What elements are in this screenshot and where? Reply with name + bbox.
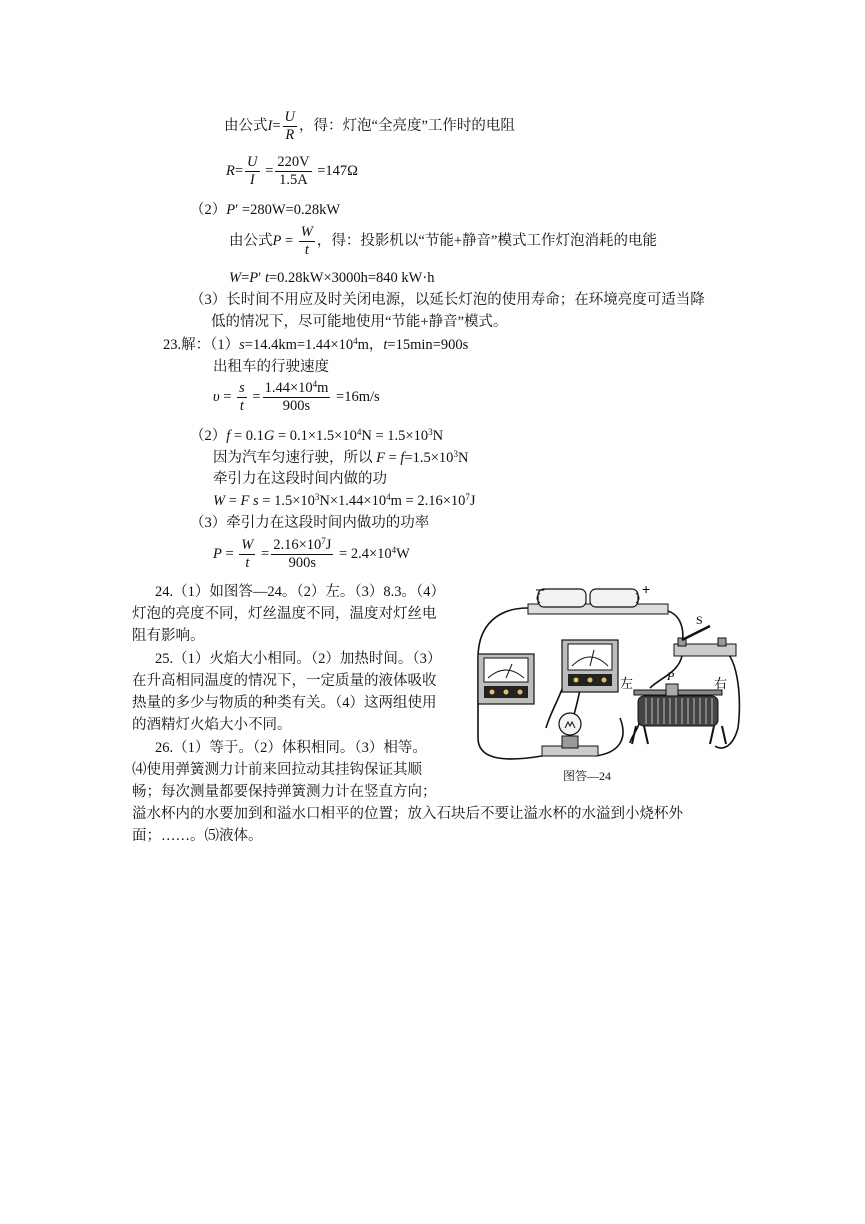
q23-line-1 [163,336,468,354]
numerator [263,380,331,398]
var-w: W [229,270,242,286]
text: 由公式 [224,117,268,134]
text: m， [357,337,384,353]
q23-line-9 [213,537,410,572]
text: = [221,545,238,562]
text: 2.16×10 [273,537,322,553]
rheostat-right-label: 右 [714,676,728,691]
text: =147Ω [317,162,358,179]
fraction-u-over-r [283,109,297,144]
text: 由公式 [229,232,273,249]
switch-label: S [696,613,703,627]
q25-line-4: 的酒精灯火焰大小不同。 [132,717,292,733]
denominator: 1.5A [279,172,308,188]
denominator: t [239,398,244,414]
denominator: R [285,127,295,143]
q22-line-6: （3）长时间不用应及时关闭电源，以延长灯泡的使用寿命；在环境亮度可适当降 [190,292,705,308]
text: N = 1.5×10 [361,428,429,444]
text: =14.4km=1.44×10 [244,337,354,353]
text: =15min=900s [387,337,469,353]
denominator: t [245,555,250,571]
fraction-w-over-t [299,224,315,259]
q26-line-5: 面；……。⑸液体。 [132,828,263,844]
circuit-diagram [470,578,746,788]
text: N×1.44×10 [319,493,387,509]
q24-line-3: 阻有影响。 [132,628,205,644]
text: 1.44×10 [264,380,313,396]
var-p: P [213,545,222,562]
q22-line-7: 低的情况下，尽可能地使用“节能+静音”模式。 [211,314,508,330]
numerator: W [300,224,313,240]
text: = [384,450,401,466]
var-p: P [226,202,236,218]
text: =16m/s [336,388,380,405]
q26-line-3: 畅；每次测量都要保持弹簧测力计在竖直方向； [132,784,437,800]
q26-line-4: 溢水杯内的水要加到和溢水口相平的位置；放入石块后不要让溢水杯的水溢到小烧杯外 [132,806,683,822]
q24-line-1: 24.（1）如图答—24。（2）左。（3）8.3。（4） [155,584,445,600]
denominator: t [304,242,309,258]
q23-line-6: 牵引力在这段时间内做的功 [213,471,387,487]
q23-line-4 [190,427,443,445]
slider-p-label: P [667,669,675,683]
text: =0.28kW×3000h=840 kW·h [268,270,435,286]
exponent: 4 [391,544,397,555]
exponent: 7 [321,536,326,546]
text: =1.5×10 [404,450,454,466]
numerator: 220V [277,154,310,170]
var-v: υ [213,388,220,405]
text: = [261,545,270,562]
text: ，得：投影机以“节能+静音”模式工作灯泡消耗的电能 [316,232,657,249]
exponent: 3 [453,449,458,459]
voltmeter [562,640,618,692]
q23-line-2: 出租车的行驶速度 [213,359,329,375]
var-s: s [249,493,259,509]
exponent: 4 [312,379,318,389]
q23-line-7 [213,492,476,510]
fraction-u-over-i [245,154,259,189]
numerator [271,537,333,555]
var-g: G [263,428,275,444]
q24-line-2: 灯泡的亮度不同，灯丝温度不同，温度对灯丝电 [132,606,437,622]
var-i: I [267,117,273,134]
q25-line-3: 热量的多少与物质的种类有关。（4）这两组使用 [132,695,437,711]
exponent: 4 [356,427,362,437]
q23-line-8: （3）牵引力在这段时间内做功的功率 [190,515,430,531]
text: = [241,270,250,286]
var-s: s [239,337,245,353]
text: = [272,117,281,134]
exponent: 3 [428,427,433,437]
fraction-distance-time [263,380,331,415]
var-f: f [400,450,405,466]
fraction-w-over-t [239,537,255,572]
text: 23.解：（1） [163,337,240,353]
text: = [252,388,261,405]
rheostat-left-label: 左 [620,676,634,691]
text: ′ [258,270,262,286]
text: = [225,493,241,509]
var-p: P [272,232,282,249]
var-p: P [249,270,259,286]
q22-line-1 [224,109,515,144]
ammeter [478,654,534,704]
var-f: F [240,493,250,509]
numerator: s [239,380,245,396]
text: W [396,545,410,562]
text: ′ =280W=0.28kW [235,202,341,218]
fraction-s-over-t [237,380,247,415]
text: = [219,388,236,405]
rheostat [632,684,726,744]
numerator: U [284,109,296,125]
text: = 2.4×10 [339,545,392,562]
exponent: 4 [386,492,391,502]
text: （2） [190,202,227,218]
q22-line-2 [226,154,358,189]
q22-line-4 [229,224,657,259]
text: = [234,162,244,179]
fraction-work-time [271,537,333,572]
var-t: t [264,270,269,286]
text: m [317,380,329,396]
q23-line-3 [213,380,380,415]
text: m = 2.16×10 [390,493,466,509]
text: N [432,428,444,444]
text: J [469,493,476,509]
text: ，得：灯泡“全亮度”工作时的电阻 [299,117,515,134]
var-w: W [213,493,226,509]
denominator: 900s [288,555,317,571]
text: = [281,232,297,249]
text: 因为汽车匀速行驶，所以 [213,450,377,466]
plus-terminal-label: + [642,581,651,597]
var-r: R [226,162,235,179]
text: （2） [190,428,227,444]
var-f: F [376,450,385,466]
q26-line-1: 26.（1）等于。（2）体积相同。（3）相等。 [155,740,427,756]
minus-terminal-label: – [536,581,545,598]
text: N [457,450,469,466]
q25-line-1: 25.（1）火焰大小相同。（2）加热时间。（3） [155,651,442,667]
text: J [325,537,332,553]
figure-caption: 图答—24 [563,769,612,783]
text: = 1.5×10 [258,493,315,509]
exponent: 4 [353,336,358,346]
exponent: 7 [465,492,470,502]
text: = [265,162,274,179]
q22-line-5 [229,269,434,287]
numerator: U [247,154,258,170]
numerator: W [241,537,254,553]
exponent: 3 [314,492,320,502]
denominator: 900s [282,398,311,414]
light-bulb [542,713,598,756]
var-t: t [383,337,388,353]
q22-line-3 [190,201,340,219]
q23-line-5 [213,449,468,467]
q26-line-2: ⑷使用弹簧测力计前来回拉动其挂钩保证其顺 [132,762,422,778]
q25-line-2: 在升高相同温度的情况下，一定质量的液体吸收 [132,673,437,689]
denominator: I [249,172,255,188]
text: = 0.1 [230,428,264,444]
text: = 0.1×1.5×10 [274,428,357,444]
fraction-voltage-current [275,154,311,189]
var-f: f [226,428,231,444]
